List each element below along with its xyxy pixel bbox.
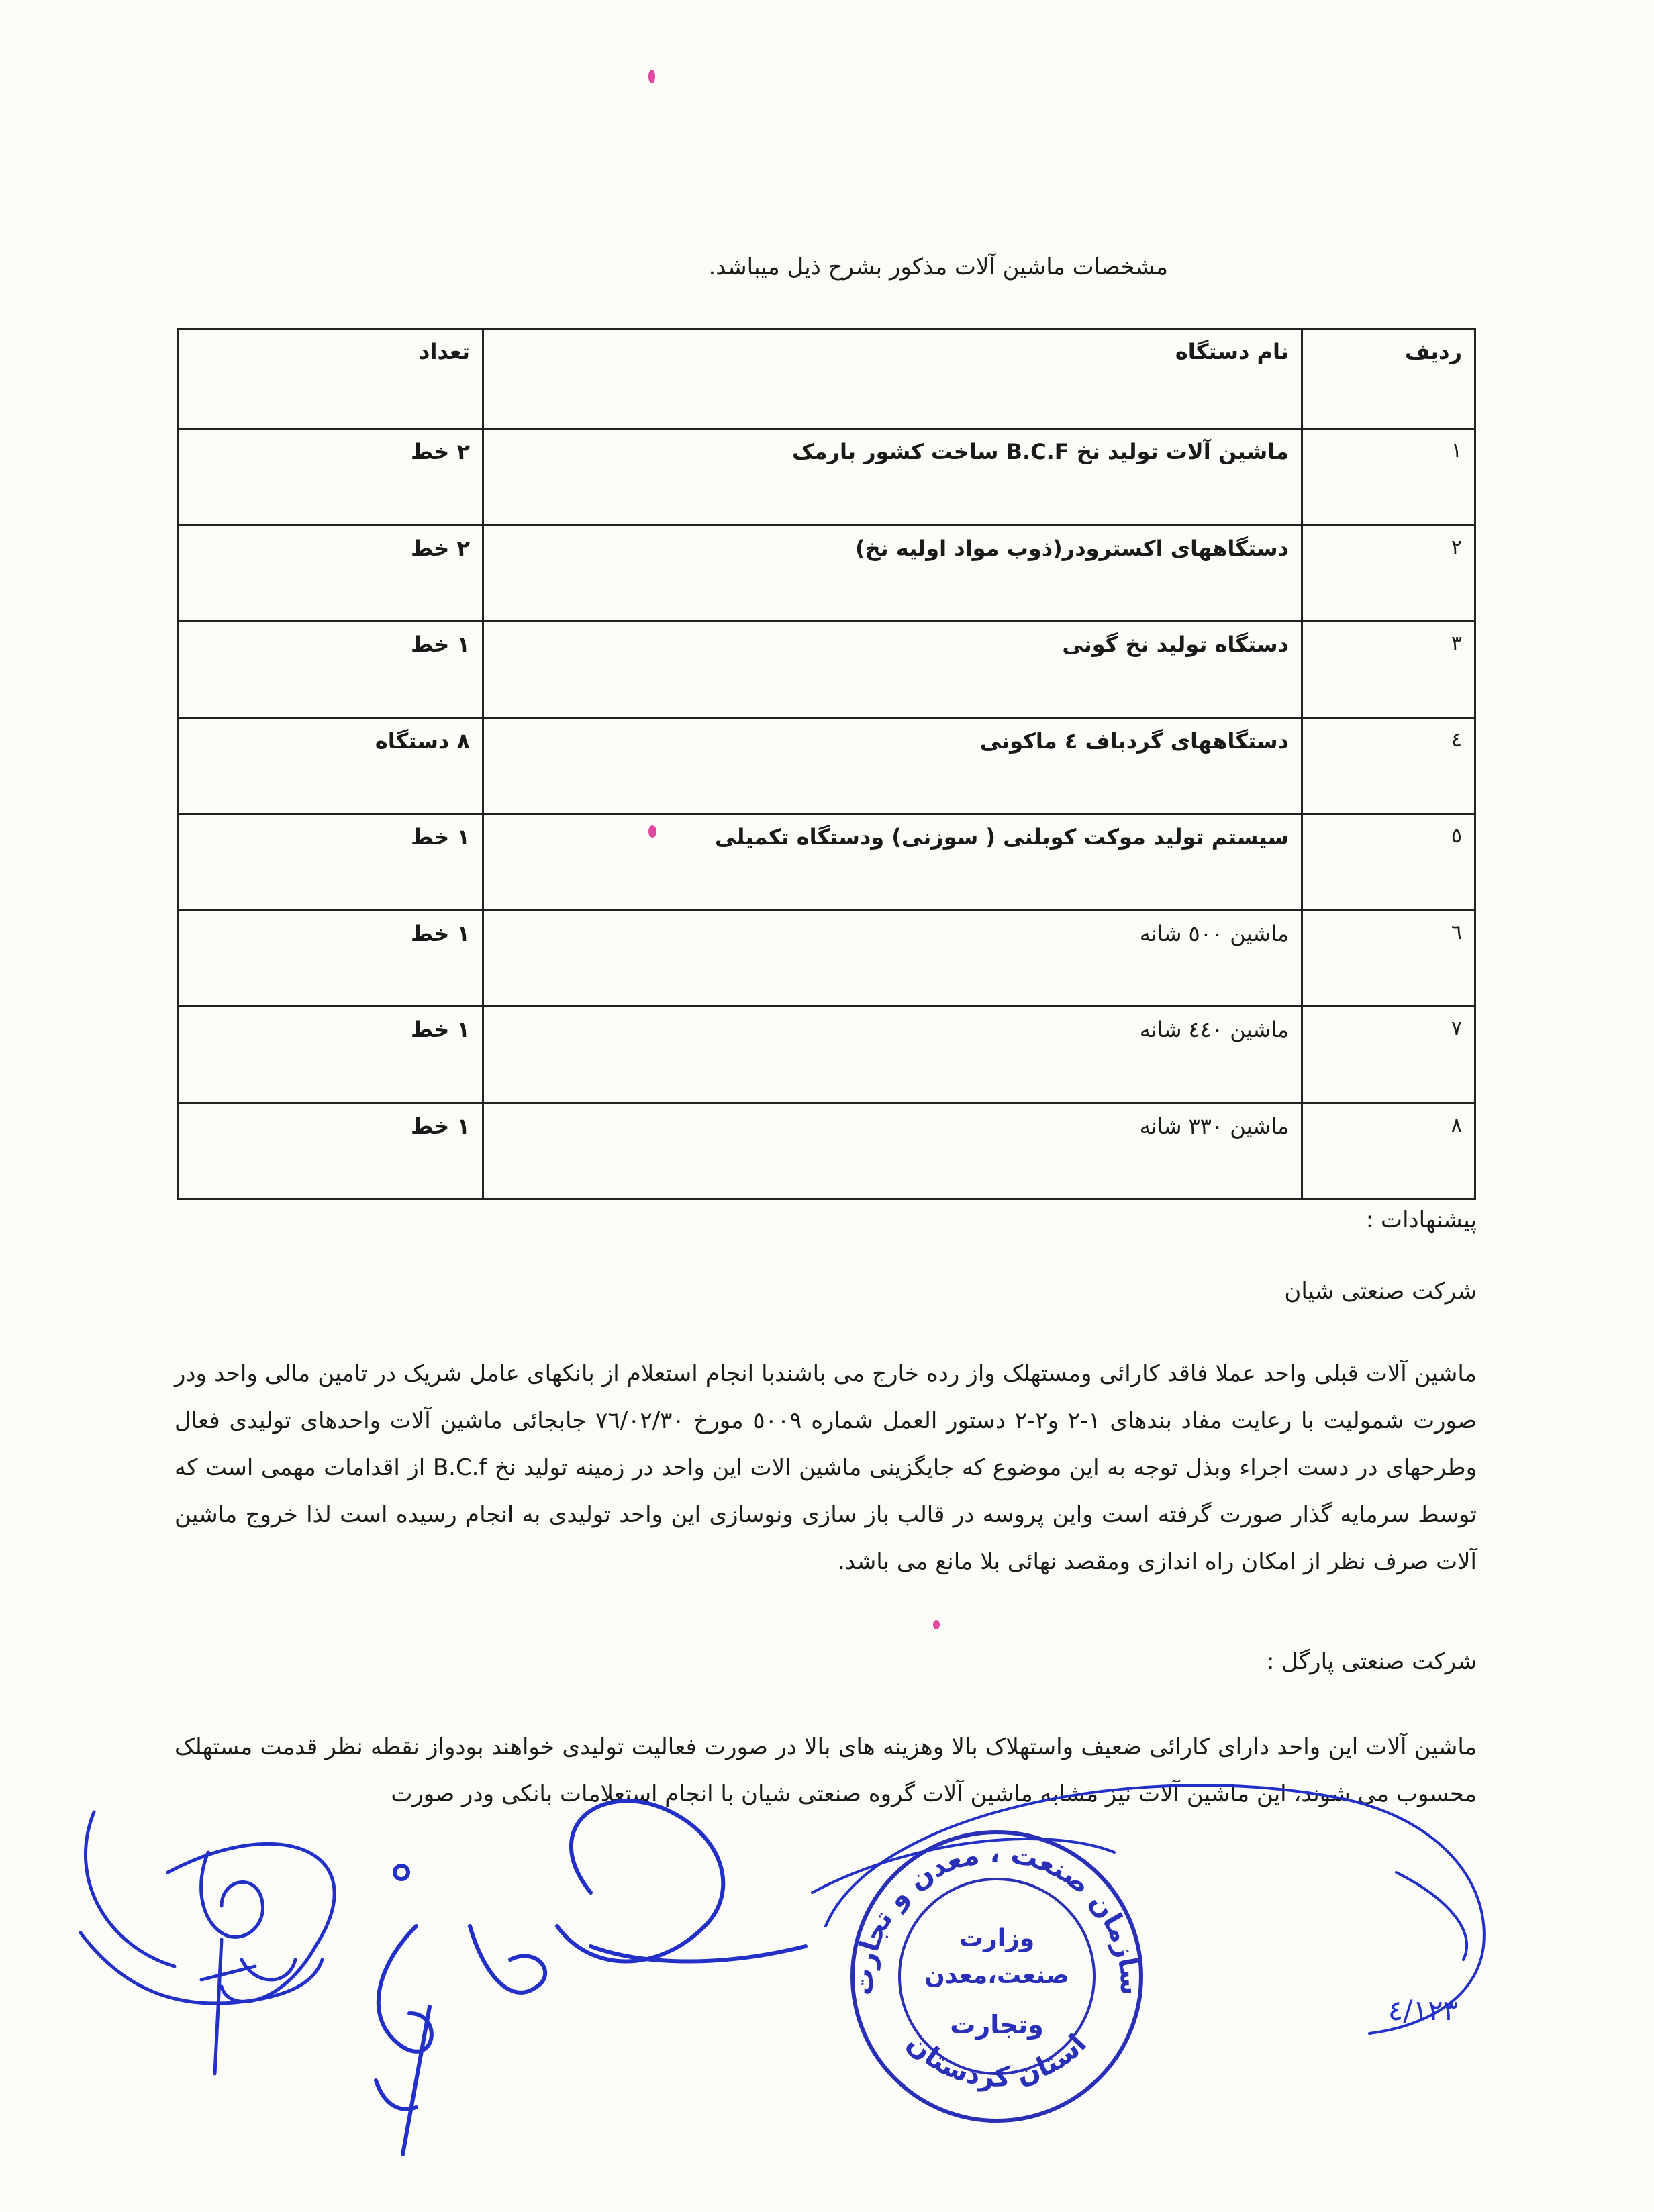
device-count: ۲ خط <box>179 429 483 525</box>
device-count: ۱ خط <box>179 621 483 718</box>
row-number: ۸ <box>1302 1103 1475 1199</box>
device-name: ماشین ٥٠٠ شانه <box>483 910 1302 1007</box>
svg-text:استان کردستان <box>901 2027 1093 2093</box>
device-count: ۱ خط <box>179 1007 483 1103</box>
machinery-table <box>177 328 1476 1200</box>
stamp-center-3: وتجارت <box>950 2010 1044 2040</box>
row-number: ٤ <box>1302 717 1475 814</box>
row-number: ٥ <box>1302 814 1475 911</box>
official-stamp <box>848 1832 1145 2121</box>
company2-text: ماشین آلات این واحد دارای کارائی ضعیف واستهلاک بالا وهزینه های بالا در صورت فعالیت تولیدی خواهند بودواز نقطه نظر قدمت مستهلک محسوب می شوند، این ماشین آلات نیز مشابه ماشین آلات گروه صنعتی شیان با انجام استعلامات بانکی ودر صورت <box>175 1733 1477 1807</box>
device-name: ماشین ۳۳۰ شانه <box>483 1103 1302 1199</box>
device-name: ماشین ٤٤٠ شانه <box>483 1007 1302 1103</box>
row-number: ۱ <box>1302 429 1475 525</box>
company1-title: شرکت صنعتی شیان <box>1284 1278 1477 1305</box>
company1-text: ماشین آلات قبلی واحد عملا فاقد کارائی ومستهلک واز رده خارج می باشندبا انجام استعلام از بانکهای عامل شریک در تامین مالی واحد ودر صورت شمولیت با رعایت مفاد بندهای ۱-۲ و۲-۲ دستور العمل شماره ٥٠٠۹ مورخ ۷٦/۰۲/۳۰ جابجائی ماشین آلات واحدهای تولیدی فعال وطرحهای در دست اجراء وبذل توجه به این موضوع که جایگزینی ماشین الات این واحد در زمینه تولید نخ B.C.f از اقدامات مهمی است که توسط سرمایه گذار صورت گرفته است واین پروسه در قالب باز سازی ونوسازی این واحد تولیدی به انجام رسیده است لذا خروج ماشین آلات صرف نظر از امکان راه اندازی ومقصد نهائی بلا مانع می باشد. <box>175 1360 1477 1575</box>
device-name: دستگاه تولید نخ گونی <box>483 621 1302 718</box>
stamp-ring-bottom: استان کردستان <box>901 2027 1093 2093</box>
row-number: ۷ <box>1302 1007 1475 1103</box>
row-number: ۲ <box>1302 525 1475 621</box>
signature-2 <box>376 1866 545 2154</box>
device-count: ۱ خط <box>179 1103 483 1199</box>
device-name: ماشین آلات تولید نخ B.C.F ساخت کشور بارمک <box>483 429 1302 525</box>
signature-1 <box>81 1812 334 2074</box>
device-count: ۱ خط <box>179 814 483 911</box>
intro-line: مشخصات ماشین آلات مذکور بشرح ذیل میباشد. <box>708 254 1168 281</box>
table-row <box>179 1103 1475 1199</box>
device-name: دستگاههای گردباف ٤ ماکونی <box>483 717 1302 814</box>
handwritten-date: ٤/١٢٣ <box>1388 1994 1459 2027</box>
stamp-center-1: وزارت <box>959 1925 1035 1952</box>
signature-4 <box>812 1785 1484 2033</box>
header-row-number: ردیف <box>1302 329 1475 429</box>
header-count: تعداد <box>179 329 483 429</box>
suggestions-label: پیشنهادات : <box>1365 1207 1477 1234</box>
table-row <box>179 717 1475 814</box>
device-name: سیستم تولید موکت کوبلنی ( سوزنی) ودستگاه تکمیلی <box>483 814 1302 911</box>
pink-mark <box>648 70 655 83</box>
table-header-row <box>179 329 1475 429</box>
table-row <box>179 814 1475 911</box>
table-row <box>179 621 1475 718</box>
device-count: ۲ خط <box>179 525 483 621</box>
company2-title: شرکت صنعتی پارگل : <box>1266 1648 1477 1675</box>
table-row <box>179 910 1475 1007</box>
device-name: دستگاههای اکسترودر(ذوب مواد اولیه نخ) <box>483 525 1302 621</box>
table-row <box>179 429 1475 525</box>
table-row <box>179 1007 1475 1103</box>
device-count: ۸ دستگاه <box>179 717 483 814</box>
row-number: ٦ <box>1302 910 1475 1007</box>
pink-mark <box>933 1620 940 1629</box>
row-number: ۳ <box>1302 621 1475 718</box>
device-count: ۱ خط <box>179 910 483 1007</box>
signature-3 <box>557 1801 806 1961</box>
svg-text:سازمان صنعت ، معدن و تجارت <box>848 1838 1145 1996</box>
table-row <box>179 525 1475 621</box>
stamp-center-2: صنعت،معدن <box>924 1962 1069 1989</box>
stamp-ring-top: سازمان صنعت ، معدن و تجارت <box>848 1838 1146 1996</box>
header-device-name: نام دستگاه <box>483 329 1302 429</box>
